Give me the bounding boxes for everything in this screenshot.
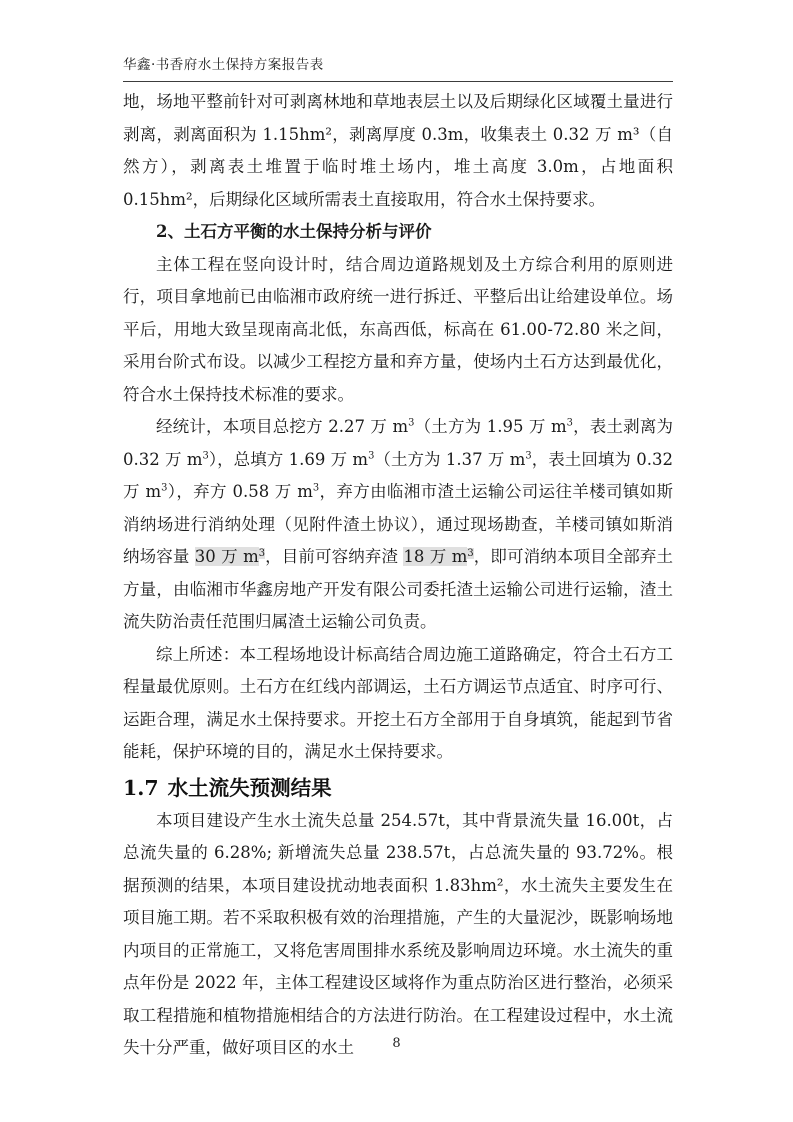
paragraph-topsoil-stripping xyxy=(123,86,673,216)
subheading-earthwork-balance: 2、土石方平衡的水土保持分析与评价 xyxy=(156,222,432,241)
text-run: 综上所述：本工程场地设计标高结合周边施工道路确定，符合土石方工程量最优原则。土石方在红线内部调运，土石方调运节点适宜、时序可行、运距合理，满足水土保持要求。开挖土石方全部用于自身填筑，能起到节省能耗，保护环境的目的，满足水土保持要求。 xyxy=(123,644,673,761)
highlighted-value: 30 万 m xyxy=(194,547,259,566)
text-run: 本项目建设产生水土流失总量 254.57t，其中背景流失量 16.00t，占总流失量的 6.28%; 新增流失总量 238.57t，占总流失量的 93.72%。根据预测的结果，本项目建设扰动地表面积 1.83hm²，水土流失主要发生在项目施工期。若不采取积极有效的治理措施，产生的大量泥沙，既影响场地内项目的正常施工，又将危害周围排水系统及影响周边环境。水土流失的重点年份是 2022 年，主体工程建设区域将作为重点防治区进行整治，必须采取工程措施和植物措施相结合的方法进行防治。在工程建设过程中，水土流失十分严重，做好项目区的水土 xyxy=(123,810,673,1057)
paragraph-earthwork-statistics xyxy=(123,411,673,639)
section-title: 水土流失预测结果 xyxy=(167,775,332,800)
text-run: （土方为 1.95 万 m xyxy=(414,417,567,436)
highlighted-value: 3 xyxy=(258,547,266,559)
highlighted-value: 3 xyxy=(467,547,474,559)
superscript: 3 xyxy=(161,482,168,494)
text-run: ），总填方 1.69 万 m xyxy=(208,449,369,469)
text-run: ，表土剥离为 0.32 万 m xyxy=(123,417,674,469)
highlighted-value: 18 万 m xyxy=(403,547,468,566)
section-heading-soil-loss-prediction xyxy=(123,773,673,803)
header-title: 华鑫·书香府水土保持方案报告表 xyxy=(123,57,324,73)
superscript: 3 xyxy=(408,417,415,429)
page-header xyxy=(123,53,673,82)
paragraph-earthwork-summary xyxy=(123,639,673,769)
superscript: 3 xyxy=(368,450,375,461)
page-body xyxy=(123,86,673,1065)
text-run: （土方为 1.37 万 m xyxy=(374,449,526,469)
paragraph-vertical-design xyxy=(123,249,673,412)
text-run: ，弃方由临湘市渣土运输公司运往羊楼司镇如斯消纳场进行消纳处理（见附件渣土协议），通过现场勘查，羊楼司镇如斯消纳场容量 xyxy=(123,482,673,566)
section-number: 1.7 xyxy=(123,775,159,800)
text-run: ，目前可容纳弃渣 xyxy=(265,547,404,566)
text-run: 主体工程在竖向设计时，结合周边道路规划及土方综合利用的原则进行，项目拿地前已由临湘市政府统一进行拆迁、平整后出让给建设单位。场平后，用地大致呈现南高北低，东高西低，标高在 61.00-72.80 米之间，采用台阶式布设。以减少工程挖方量和弃方量，使场内土石方达到最优化，符合水土保持技术标准的要求。 xyxy=(123,254,673,404)
superscript: 3 xyxy=(525,450,532,461)
text-run: ，表土回填为 0.32 万 m xyxy=(123,449,674,501)
superscript: 3 xyxy=(566,417,573,429)
text-run: ），弃方 0.58 万 m xyxy=(167,482,313,501)
superscript: 3 xyxy=(202,450,209,461)
paragraph-soil-loss-prediction xyxy=(123,805,673,1065)
text-run: 地，场地平整前针对可剥离林地和草地表层土以及后期绿化区域覆土量进行剥离，剥离面积为 1.15hm²，剥离厚度 0.3m，收集表土 0.32 万 m³（自然方），剥离表土堆置于临时堆土场内，堆土高度 3.0m，占地面积 0.15hm²，后期绿化区域所需表土直接取用，符合水土保持要求。 xyxy=(123,92,673,209)
page-number: 8 xyxy=(392,1036,401,1051)
text-run: ，即可消纳本项目全部弃土方量，由临湘市华鑫房地产开发有限公司委托渣土运输公司进行运输，渣土流失防治责任范围归属渣土运输公司负责。 xyxy=(123,547,673,631)
superscript: 3 xyxy=(312,482,320,494)
text-run: 经统计，本项目总挖方 2.27 万 m xyxy=(156,417,409,436)
page-footer xyxy=(0,1036,793,1051)
